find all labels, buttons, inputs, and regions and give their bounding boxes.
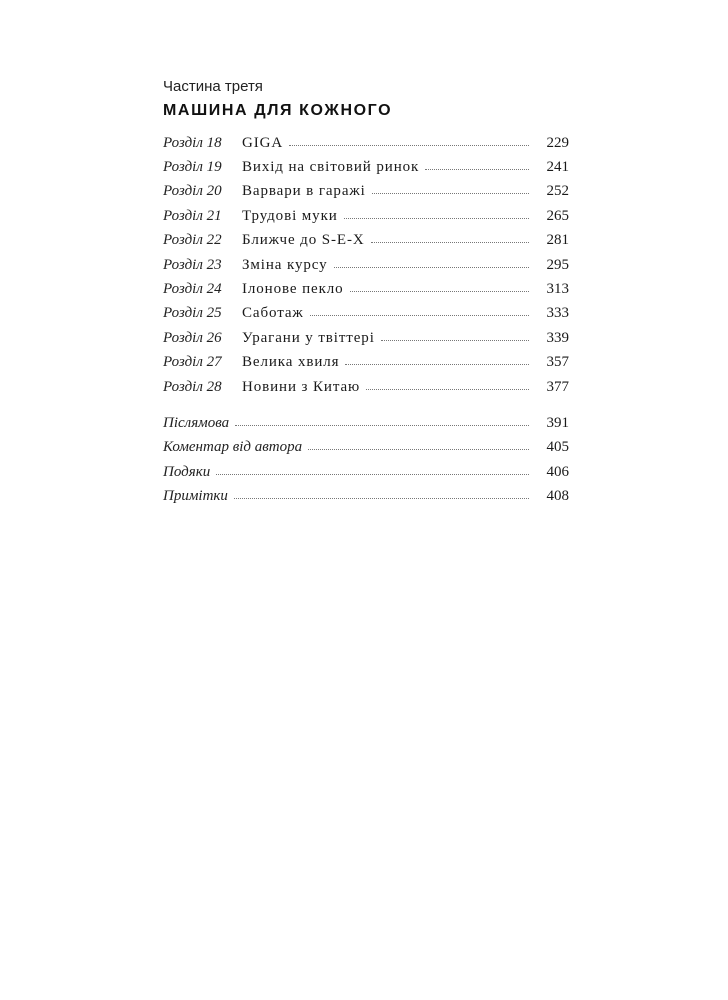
toc-entry-chapter-19[interactable]	[163, 155, 569, 179]
chapter-number: Розділ 28	[163, 378, 222, 395]
toc-entry-afterword[interactable]	[163, 411, 569, 435]
chapter-number: Розділ 19	[163, 159, 222, 176]
toc-entry-chapter-23[interactable]	[163, 253, 569, 277]
page-number: 229	[546, 134, 569, 151]
chapter-title: Вихід на світовий ринок	[242, 159, 420, 176]
page-number: 377	[546, 378, 569, 395]
page-number: 391	[546, 414, 569, 431]
dot-leader	[381, 340, 529, 341]
back-matter-title: Коментар від автора	[163, 439, 303, 456]
chapter-number: Розділ 26	[163, 329, 222, 346]
chapter-number: Розділ 20	[163, 183, 222, 200]
chapter-number: Розділ 27	[163, 354, 222, 371]
page-number: 333	[546, 305, 569, 322]
dot-leader	[372, 193, 529, 194]
page-number: 241	[546, 159, 569, 176]
chapter-number: Розділ 21	[163, 207, 222, 224]
page-number: 406	[546, 463, 569, 480]
toc-entry-acknowledgements[interactable]	[163, 460, 569, 484]
chapter-title: Варвари в гаражі	[242, 183, 366, 200]
dot-leader	[345, 364, 529, 365]
dot-leader	[371, 242, 529, 243]
chapter-title: Новини з Китаю	[242, 378, 361, 395]
chapter-title: Велика хвиля	[242, 354, 340, 371]
dot-leader	[425, 169, 529, 170]
toc-entry-chapter-20[interactable]	[163, 180, 569, 204]
toc-entry-chapter-22[interactable]	[163, 229, 569, 253]
chapter-title: Трудові муки	[242, 207, 338, 224]
page-number: 357	[546, 354, 569, 371]
chapter-number: Розділ 25	[163, 305, 222, 322]
toc-entry-chapter-28[interactable]	[163, 375, 569, 399]
page-number: 265	[546, 207, 569, 224]
back-matter-title: Післямова	[163, 414, 230, 431]
table-of-contents	[163, 131, 569, 509]
dot-leader	[289, 145, 529, 146]
toc-entry-chapter-27[interactable]	[163, 351, 569, 375]
part-title: МАШИНА ДЛЯ КОЖНОГО	[163, 102, 393, 119]
page-number: 313	[546, 281, 569, 298]
toc-entry-notes[interactable]	[163, 484, 569, 508]
part-label: Частина третя	[163, 78, 263, 95]
toc-entry-chapter-24[interactable]	[163, 277, 569, 301]
dot-leader	[235, 425, 529, 426]
back-matter-title: Подяки	[163, 463, 211, 480]
toc-entry-chapter-21[interactable]	[163, 204, 569, 228]
toc-entry-author-commentary[interactable]	[163, 436, 569, 460]
chapter-number: Розділ 18	[163, 134, 222, 151]
toc-entry-chapter-25[interactable]	[163, 302, 569, 326]
chapter-title: Зміна курсу	[242, 256, 328, 273]
page-number: 408	[546, 488, 569, 505]
dot-leader	[310, 315, 529, 316]
chapter-number: Розділ 23	[163, 256, 222, 273]
dot-leader	[366, 389, 529, 390]
page-number: 252	[546, 183, 569, 200]
toc-entry-chapter-18[interactable]	[163, 131, 569, 155]
page-number: 405	[546, 439, 569, 456]
page-number: 295	[546, 256, 569, 273]
dot-leader	[216, 474, 529, 475]
chapter-title: Ближче до S-E-X	[242, 232, 365, 249]
toc-entry-chapter-26[interactable]	[163, 326, 569, 350]
page-number: 281	[546, 232, 569, 249]
dot-leader	[234, 498, 529, 499]
dot-leader	[350, 291, 529, 292]
page-number: 339	[546, 329, 569, 346]
chapter-title: Ілонове пекло	[242, 281, 344, 298]
dot-leader	[334, 267, 529, 268]
back-matter-title: Примітки	[163, 488, 228, 505]
chapter-title: Урагани у твіттері	[242, 329, 375, 346]
dot-leader	[308, 449, 529, 450]
section-spacer	[163, 399, 569, 411]
chapter-title: GIGA	[242, 134, 284, 151]
dot-leader	[344, 218, 529, 219]
chapter-title: Саботаж	[242, 305, 304, 322]
chapter-number: Розділ 22	[163, 232, 222, 249]
chapter-number: Розділ 24	[163, 281, 222, 298]
